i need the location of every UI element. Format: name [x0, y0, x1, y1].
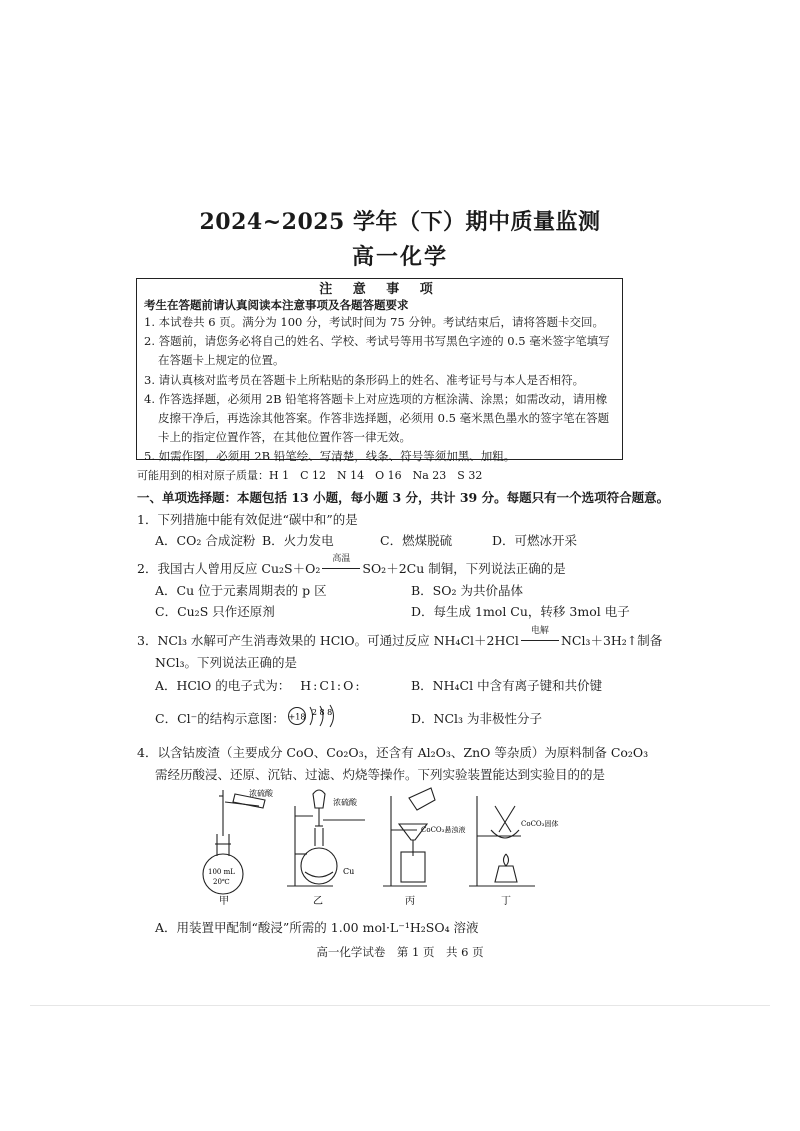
q4-option-a: A．用装置甲配制“酸浸”所需的 1.00 mol·L⁻¹H₂SO₄ 溶液	[155, 920, 479, 935]
question-3-stem	[137, 626, 663, 649]
q2-condition: 高温	[332, 554, 351, 564]
q2-stem-post: SO₂＋2Cu 制铜，下列说法正确的是	[362, 561, 566, 576]
label-conc-acid-2: 浓硫酸	[333, 798, 357, 807]
label-conc-acid-1: 浓硫酸	[249, 789, 273, 798]
q3-option-c-label: C．Cl⁻的结构示意图：	[155, 711, 285, 726]
label-copper: Cu	[343, 867, 355, 876]
question-4-stem-2: 需经历酸浸、还原、沉钴、过滤、灼烧等操作。下列实验装置能达到实验目的的是	[155, 767, 606, 782]
chloride-ion-structure-diagram	[286, 702, 348, 730]
q3-option-c	[155, 709, 285, 727]
q3-reaction-arrow	[519, 626, 561, 648]
q1-option-b: B．火力发电	[262, 533, 334, 548]
notice-box	[136, 278, 623, 464]
notice-heading: 注 意 事 项	[319, 282, 441, 297]
caption-bing: 丙	[405, 896, 415, 906]
q3-option-a	[155, 676, 362, 694]
q3-stem-post: NCl₃＋3H₂↑制备	[560, 633, 663, 648]
q1-option-c: C．燃煤脱硫	[380, 533, 453, 548]
apparatus-ding	[469, 796, 535, 886]
apparatus-bing	[383, 788, 435, 886]
section-heading: 一、单项选择题：本题包括 13 小题，每小题 3 分，共计 39 分。每题只有一个选项符合题意。	[137, 490, 670, 505]
notice-item: 4. 作答选择题，必须用 2B 铅笔将答题卡上对应选项的方框涂满、涂黑；如需改动，请用橡皮擦干净后，再选涂其他答案。作答非选择题，必须用 0.5 毫米黑色墨水的签字笔在答题卡上的指定位置作答，在其他位置作答一律无效。	[144, 391, 610, 445]
q2-option-b: B．SO₂ 为共价晶体	[411, 583, 523, 598]
label-solid: CoCO₃固体	[521, 820, 559, 828]
atomic-masses: 可能用到的相对原子质量：H 1 C 12 N 14 O 16 Na 23 S 32	[137, 469, 483, 482]
nucleus-charge: +18	[288, 712, 306, 722]
caption-jia: 甲	[219, 896, 229, 906]
q3-stem-pre: 3．NCl₃ 水解可产生消毒效果的 HClO。可通过反应 NH₄Cl＋2HCl	[137, 633, 519, 648]
question-4-stem: 4．以含钴废渣（主要成分 CoO、Co₂O₃，还含有 Al₂O₃、ZnO 等杂质）为原料制备 Co₂O₃	[137, 745, 649, 760]
label-temperature: 20℃	[213, 878, 230, 886]
exam-title: 2024~2025 学年（下）期中质量监测	[199, 209, 601, 235]
notice-subheading: 考生在答题前请认真阅读本注意事项及各题答题要求	[144, 298, 409, 312]
notice-item: 2. 答题前，请您务必将自己的姓名、学校、考试号等用书写黑色字迹的 0.5 毫米签字笔填写在答题卡上规定的位置。	[144, 334, 610, 368]
hclo-electron-formula: H:Cl:O:	[300, 678, 362, 693]
question-1-stem: 1．下列措施中能有效促进“碳中和”的是	[137, 512, 358, 527]
page-footer: 高一化学试卷 第 1 页 共 6 页	[316, 945, 484, 959]
q2-option-c: C．Cu₂S 只作还原剂	[155, 604, 275, 619]
q2-stem-pre: 2．我国古人曾用反应 Cu₂S＋O₂	[137, 561, 321, 576]
q3-option-a-label: A．HClO 的电子式为：	[155, 678, 291, 693]
q2-option-d: D．每生成 1mol Cu，转移 3mol 电子	[411, 604, 630, 619]
notice-item: 3. 请认真核对监考员在答题卡上所粘贴的条形码上的姓名、准考证号与本人是否相符。	[144, 372, 585, 387]
q2-reaction-arrow	[320, 554, 362, 576]
notice-item: 5. 如需作图，必须用 2B 铅笔绘、写清楚，线条、符号等须加黑、加粗。	[144, 449, 516, 464]
q3-option-d: D．NCl₃ 为非极性分子	[411, 711, 543, 726]
question-2-stem	[137, 554, 566, 577]
label-flask-volume: 100 mL	[208, 868, 235, 876]
label-suspension: CoCO₃悬浊液	[421, 826, 466, 834]
electron-shells: 2 8 8	[311, 708, 333, 717]
apparatus-figure	[195, 786, 615, 906]
q2-option-a: A．Cu 位于元素周期表的 p 区	[155, 583, 327, 598]
q3-option-b: B．NH₄Cl 中含有离子键和共价键	[411, 678, 603, 693]
caption-yi: 乙	[313, 896, 323, 906]
caption-ding: 丁	[501, 896, 511, 906]
q1-option-a: A．CO₂ 合成淀粉	[155, 533, 256, 548]
exam-subtitle: 高一化学	[351, 244, 448, 270]
q1-option-d: D．可燃冰开采	[492, 533, 578, 548]
notice-item: 1. 本试卷共 6 页。满分为 100 分，考试时间为 75 分钟。考试结束后，请将答题卡交回。	[144, 315, 604, 329]
question-3-stem-2: NCl₃。下列说法正确的是	[155, 655, 298, 670]
q3-condition: 电解	[530, 626, 549, 636]
